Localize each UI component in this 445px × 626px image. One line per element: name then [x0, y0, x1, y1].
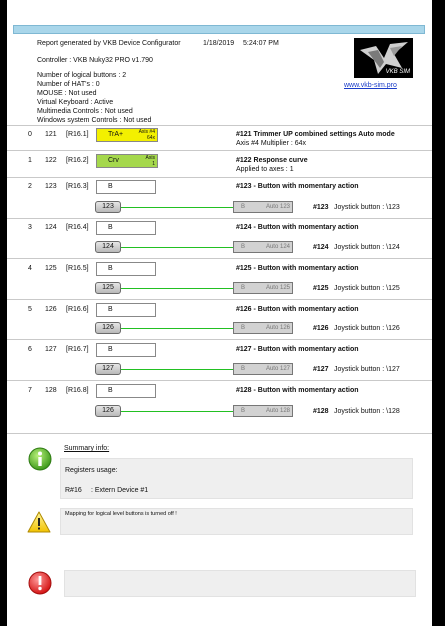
header-bar	[13, 25, 425, 34]
mapped-number: #128	[313, 408, 329, 415]
field-label: Crv	[108, 157, 119, 164]
logical-button-pill[interactable]: 127	[95, 363, 121, 375]
report-time: 5:24:07 PM	[243, 40, 279, 47]
mapped-label: Joystick button : \124	[334, 244, 400, 251]
mapped-button-box[interactable]: B Auto 123	[233, 201, 293, 213]
row-index: 4	[28, 265, 32, 272]
row-code: 121	[45, 131, 57, 138]
function-field-button[interactable]: B	[96, 221, 156, 235]
mapped-label: Joystick button : \127	[334, 366, 400, 373]
function-field-button[interactable]: B	[96, 384, 156, 398]
row-title: #127 - Button with momentary action	[236, 346, 359, 353]
row-index: 0	[28, 131, 32, 138]
row-ref: [R16.5]	[66, 265, 89, 272]
row-index: 2	[28, 183, 32, 190]
row-title: #125 - Button with momentary action	[236, 265, 359, 272]
mapping-line	[121, 328, 233, 329]
logical-button-pill[interactable]: 124	[95, 241, 121, 253]
function-field-button[interactable]: B	[96, 303, 156, 317]
mapped-label: Joystick button : \128	[334, 408, 400, 415]
logo-text: VKB SIM	[385, 69, 410, 75]
summary-panel	[60, 458, 413, 499]
info-line: Windows system Controls : Not used	[37, 117, 152, 124]
error-icon	[28, 571, 52, 600]
info-line: Number of logical buttons : 2	[37, 72, 127, 79]
field-badge: Axis #4 64x	[138, 129, 155, 141]
mapping-line	[121, 369, 233, 370]
row-ref: [R16.8]	[66, 387, 89, 394]
mapping-line	[121, 207, 233, 208]
registers-usage-label: Registers usage:	[65, 467, 118, 474]
separator	[7, 339, 432, 340]
warning-icon	[27, 511, 51, 538]
register-value: : Extern Device #1	[91, 487, 149, 494]
info-line: Multimedia Controls : Not used	[37, 108, 133, 115]
controller-info: Controller : VKB Nuky32 PRO v1.790	[37, 57, 153, 64]
row-ref: [R16.1]	[66, 131, 89, 138]
report-generated-by: Report generated by VKB Device Configurator	[37, 40, 181, 47]
row-title: #121 Trimmer UP combined settings Auto mode	[236, 131, 395, 138]
info-icon	[28, 447, 52, 476]
warning-text: Mapping for logical level buttons is turned off !	[65, 511, 177, 517]
mapping-line	[121, 411, 233, 412]
mapped-number: #125	[313, 285, 329, 292]
separator	[7, 177, 432, 178]
logical-button-pill[interactable]: 126	[95, 405, 121, 417]
mapped-label: Joystick button : \125	[334, 285, 400, 292]
mapped-button-box[interactable]: B Auto 128	[233, 405, 293, 417]
row-code: 128	[45, 387, 57, 394]
function-field-trimmer[interactable]	[96, 128, 158, 142]
row-ref: [R16.2]	[66, 157, 89, 164]
info-line: MOUSE : Not used	[37, 90, 97, 97]
separator	[7, 299, 432, 300]
separator	[7, 218, 432, 219]
row-title: #124 - Button with momentary action	[236, 224, 359, 231]
vkb-logo	[354, 38, 413, 78]
mapped-button-box[interactable]: B Auto 125	[233, 282, 293, 294]
row-ref: [R16.7]	[66, 346, 89, 353]
mapping-line	[121, 247, 233, 248]
warning-panel	[60, 508, 413, 535]
row-code: 122	[45, 157, 57, 164]
logical-button-pill[interactable]: 123	[95, 201, 121, 213]
row-index: 1	[28, 157, 32, 164]
row-subtitle: Axis #4 Multiplier : 64x	[236, 140, 307, 147]
mapping-line	[121, 288, 233, 289]
mapped-label: Joystick button : \126	[334, 325, 400, 332]
function-field-curve[interactable]	[96, 154, 158, 168]
report-date: 1/18/2019	[203, 40, 235, 47]
report-page	[7, 0, 432, 626]
row-index: 6	[28, 346, 32, 353]
row-title: #123 - Button with momentary action	[236, 183, 359, 190]
logical-button-pill[interactable]: 125	[95, 282, 121, 294]
mapped-number: #123	[313, 204, 329, 211]
row-title: #122 Response curve	[236, 157, 308, 164]
row-code: 125	[45, 265, 57, 272]
vkb-site-link[interactable]: www.vkb-sim.pro	[344, 82, 397, 89]
info-line: Number of HAT's : 0	[37, 81, 100, 88]
mapped-button-box[interactable]: B Auto 126	[233, 322, 293, 334]
register-name: R#16	[65, 487, 82, 494]
field-label: TrA+	[108, 131, 124, 138]
logical-button-pill[interactable]: 126	[95, 322, 121, 334]
info-line: Virtual Keyboard : Active	[37, 99, 114, 106]
row-code: 123	[45, 183, 57, 190]
field-badge: Axis 1	[145, 155, 155, 167]
mapped-button-box[interactable]: B Auto 124	[233, 241, 293, 253]
separator	[7, 150, 432, 151]
row-ref: [R16.6]	[66, 306, 89, 313]
row-subtitle: Applied to axes : 1	[236, 166, 294, 173]
mapped-label: Joystick button : \123	[334, 204, 400, 211]
row-title: #126 - Button with momentary action	[236, 306, 359, 313]
row-ref: [R16.3]	[66, 183, 89, 190]
row-code: 124	[45, 224, 57, 231]
function-field-button[interactable]: B	[96, 343, 156, 357]
row-ref: [R16.4]	[66, 224, 89, 231]
error-panel	[64, 570, 416, 597]
separator	[7, 433, 432, 434]
mapped-button-box[interactable]: B Auto 127	[233, 363, 293, 375]
row-code: 127	[45, 346, 57, 353]
separator	[7, 125, 432, 126]
row-index: 5	[28, 306, 32, 313]
summary-title: Summary info:	[64, 445, 110, 452]
mapped-number: #126	[313, 325, 329, 332]
function-field-button[interactable]: B	[96, 262, 156, 276]
separator	[7, 258, 432, 259]
mapped-number: #124	[313, 244, 329, 251]
row-index: 3	[28, 224, 32, 231]
function-field-button[interactable]: B	[96, 180, 156, 194]
mapped-number: #127	[313, 366, 329, 373]
row-code: 126	[45, 306, 57, 313]
row-title: #128 - Button with momentary action	[236, 387, 359, 394]
separator	[7, 380, 432, 381]
row-index: 7	[28, 387, 32, 394]
